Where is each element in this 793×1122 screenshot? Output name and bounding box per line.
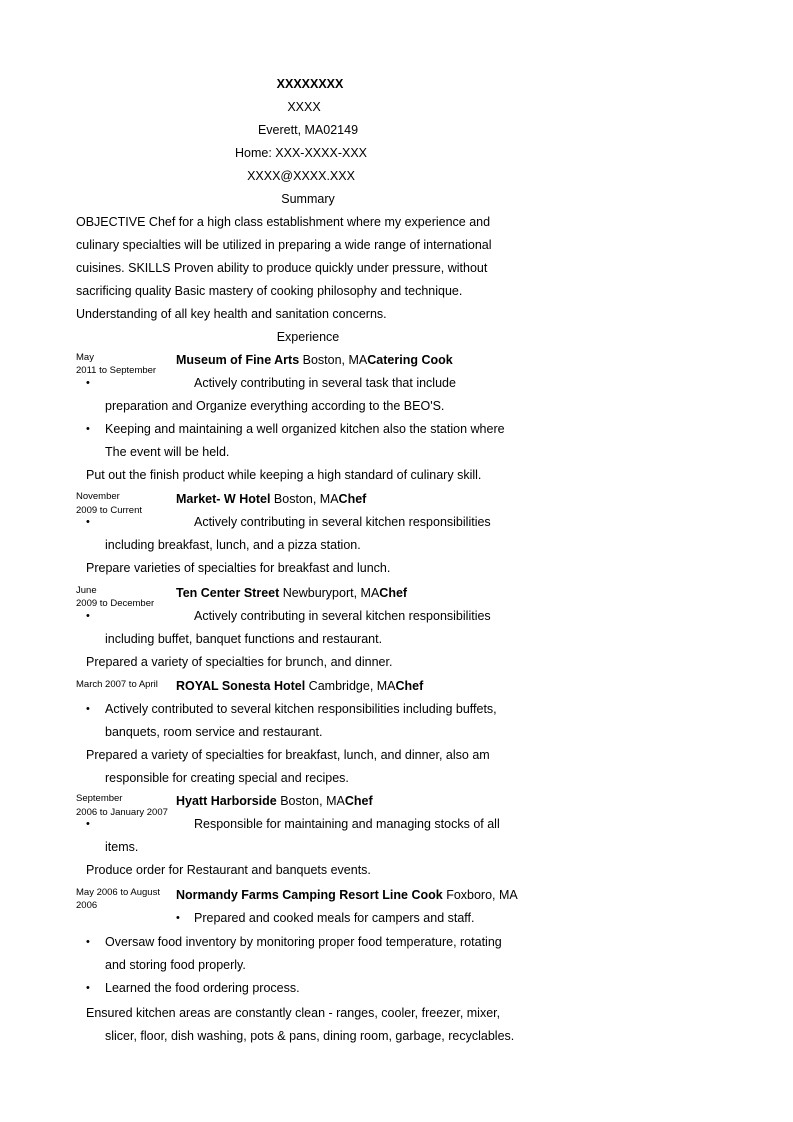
location: Newburyport, MA <box>279 586 380 600</box>
bullet-text: Actively contributed to several kitchen responsibilities including buffets, <box>105 702 497 716</box>
job-title: Catering Cook <box>367 353 453 367</box>
job-title: Chef <box>338 492 367 506</box>
bullet-text: preparation and Organize everything according to the BEO'S. <box>105 399 445 413</box>
summary-heading: Summary <box>281 192 335 206</box>
job-date: May 2006 to August <box>76 887 160 898</box>
experience-heading: Experience <box>276 330 340 344</box>
job-paragraph: Produce order for Restaurant and banquets events. <box>86 863 371 877</box>
job-heading <box>176 887 518 903</box>
job-title: Chef <box>395 679 424 693</box>
job-date: 2009 to Current <box>76 505 143 516</box>
job-date: 2011 to September <box>76 365 157 376</box>
employer: ROYAL Sonesta Hotel <box>176 679 306 693</box>
job-paragraph: Prepare varieties of specialties for breakfast and lunch. <box>86 561 391 575</box>
candidate-name: XXXXXXXX <box>276 77 344 91</box>
bullet-text: including buffet, banquet functions and restaurant. <box>105 632 383 646</box>
summary-line: Understanding of all key health and sanitation concerns. <box>76 307 387 321</box>
bullet-text: banquets, room service and restaurant. <box>105 725 323 739</box>
bullet-text: Actively contributing in several kitchen responsibilities <box>194 609 491 623</box>
location: Boston, MA <box>276 794 345 808</box>
location: Foxboro, MA <box>442 888 518 902</box>
summary-line: sacrificing quality Basic mastery of cooking philosophy and technique. <box>76 284 463 298</box>
phone: Home: XXX-XXXX-XXX <box>235 146 367 160</box>
job-heading <box>176 585 407 601</box>
job-title: Chef <box>379 586 408 600</box>
bullet-text: Responsible for maintaining and managing stocks of all <box>194 817 500 831</box>
bullet-icon: • <box>86 610 90 622</box>
bullet-text: Learned the food ordering process. <box>105 981 300 995</box>
location: Boston, MA <box>299 353 368 367</box>
location: Boston, MA <box>270 492 339 506</box>
bullet-text: The event will be held. <box>105 445 230 459</box>
job-title: Chef <box>344 794 373 808</box>
job-date: 2006 to January 2007 <box>76 807 168 818</box>
job-paragraph: slicer, floor, dish washing, pots & pans, dining room, garbage, recyclables. <box>105 1029 515 1043</box>
bullet-text: including breakfast, lunch, and a pizza station. <box>105 538 361 552</box>
bullet-text: and storing food properly. <box>105 958 246 972</box>
address: Everett, MA02149 <box>257 123 359 137</box>
summary-line: culinary specialties will be utilized in preparing a wide range of international <box>76 238 492 252</box>
job-heading <box>176 491 366 507</box>
job-date: 2006 <box>76 900 98 911</box>
bullet-icon: • <box>86 516 90 528</box>
bullet-text: items. <box>105 840 139 854</box>
bullet-text: Oversaw food inventory by monitoring proper food temperature, rotating <box>105 935 502 949</box>
job-date: June <box>76 585 97 596</box>
job-paragraph: responsible for creating special and recipes. <box>105 771 349 785</box>
email: XXXX@XXXX.XXX <box>247 169 355 183</box>
employer: Market- W Hotel <box>176 492 271 506</box>
summary-line: cuisines. SKILLS Proven ability to produce quickly under pressure, without <box>76 261 488 275</box>
employer: Museum of Fine Arts <box>176 353 300 367</box>
bullet-icon: • <box>86 423 90 435</box>
bullet-text: Actively contributing in several task that include <box>194 376 456 390</box>
job-heading <box>176 352 453 368</box>
header-line: XXXX <box>287 100 321 114</box>
job-date: November <box>76 491 120 502</box>
job-paragraph: Prepared a variety of specialties for brunch, and dinner. <box>86 655 393 669</box>
bullet-icon: • <box>86 982 90 994</box>
bullet-text: Keeping and maintaining a well organized kitchen also the station where <box>105 422 505 436</box>
employer: Ten Center Street <box>176 586 280 600</box>
employer: Normandy Farms Camping Resort Line Cook <box>176 888 443 902</box>
bullet-text: Prepared and cooked meals for campers and staff. <box>194 911 475 925</box>
job-paragraph: Ensured kitchen areas are constantly clean - ranges, cooler, freezer, mixer, <box>86 1006 501 1020</box>
job-paragraph: Prepared a variety of specialties for breakfast, lunch, and dinner, also am <box>86 748 490 762</box>
location: Cambridge, MA <box>305 679 396 693</box>
summary-line: OBJECTIVE Chef for a high class establishment where my experience and <box>76 215 491 229</box>
bullet-text: Actively contributing in several kitchen responsibilities <box>194 515 491 529</box>
job-heading <box>176 793 373 809</box>
bullet-icon: • <box>86 818 90 830</box>
job-paragraph: Put out the finish product while keeping a high standard of culinary skill. <box>86 468 482 482</box>
job-heading <box>176 678 423 694</box>
bullet-icon: • <box>86 377 90 389</box>
bullet-icon: • <box>86 703 90 715</box>
job-date: March 2007 to April <box>76 679 158 690</box>
employer: Hyatt Harborside <box>176 794 277 808</box>
job-date: September <box>76 793 123 804</box>
job-date: May <box>76 352 94 363</box>
job-date: 2009 to December <box>76 598 155 609</box>
bullet-icon: • <box>176 912 180 924</box>
bullet-icon: • <box>86 936 90 948</box>
